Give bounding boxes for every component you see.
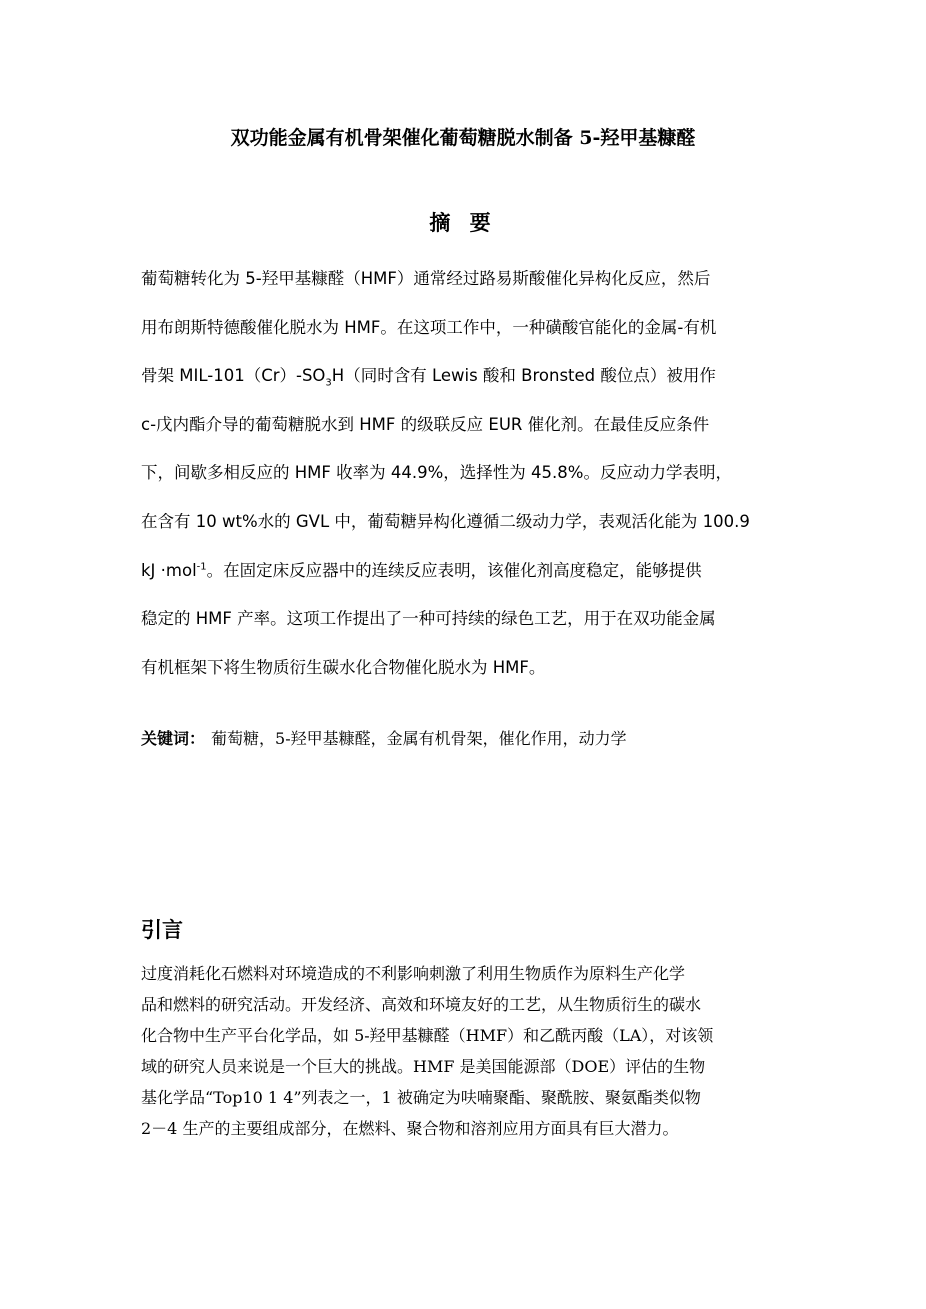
keywords-value: 葡萄糖，5-羟甲基糠醛，金属有机骨架，催化作用，动力学 [211,729,627,748]
introduction-line: 基化学品“Top10 1 4”列表之一，1 被确定为呋喃聚酯、聚酰胺、聚氨酯类似物 [141,1088,701,1107]
abstract-line: 在含有 10 wt%水的 GVL 中，葡萄糖异构化遵循二级动力学，表观活化能为 100.9 [141,511,750,531]
abstract-line: 骨架 MIL-$101(Cr)-SO_3H$（同时含有 Lewis 酸和 Bronsted 酸位点）被用作 [141,366,716,389]
keywords-label: 关键词： [141,729,206,748]
keywords [141,724,801,755]
abstract-line: c-戊内酯介导的葡萄糖脱水到 HMF 的级联反应 EUR 催化剂。在最佳反应条件 [141,414,710,434]
abstract-line: kJ ·mol$^{-1}$。在固定床反应器中的连续反应表明，该催化剂高度稳定，能够提供 [141,560,702,580]
introduction-line: 化合物中生产平台化学品，如 5-羟甲基糠醛（HMF）和乙酰丙酸（LA），对该领 [141,1026,714,1045]
abstract-line: 下，间歇多相反应的 HMF 收率为 44.9%，选择性为 45.8%。反应动力学表明， [141,463,732,483]
introduction-line: 域的研究人员来说是一个巨大的挑战。HMF 是美国能源部（DOE）评估的生物 [141,1057,706,1076]
introduction-line: 过度消耗化石燃料对环境造成的不利影响刺激了利用生物质作为原料生产化学 [141,964,686,983]
superscript: -1 [196,561,207,573]
abstract-heading: 摘 要 [429,211,497,235]
abstract-line: 葡萄糖转化为 5-羟甲基糠醛（HMF）通常经过路易斯酸催化异构化反应，然后 [141,269,711,288]
abstract-line: 有机框架下将生物质衍生碳水化合物催化脱水为 HMF。 [141,657,546,677]
introduction-body [141,958,793,1144]
abstract-line: 用布朗斯特德酸催化脱水为 HMF。在这项工作中，一种磺酸官能化的金属-有机 [141,317,717,337]
introduction-line: 2－4 生产的主要组成部分，在燃料、聚合物和溶剂应用方面具有巨大潜力。 [141,1119,679,1138]
introduction-heading: 引言 [141,918,183,942]
abstract-line: 稳定的 HMF 产率。这项工作提出了一种可持续的绿色工艺，用于在双功能金属 [141,609,716,629]
introduction-line: 品和燃料的研究活动。开发经济、高效和环境友好的工艺，从生物质衍生的碳水 [141,995,702,1014]
paper-title: 双功能金属有机骨架催化葡萄糖脱水制备 5-羟甲基糠醛 [230,127,696,149]
subscript: 3 [325,377,332,389]
abstract-body [141,255,789,692]
